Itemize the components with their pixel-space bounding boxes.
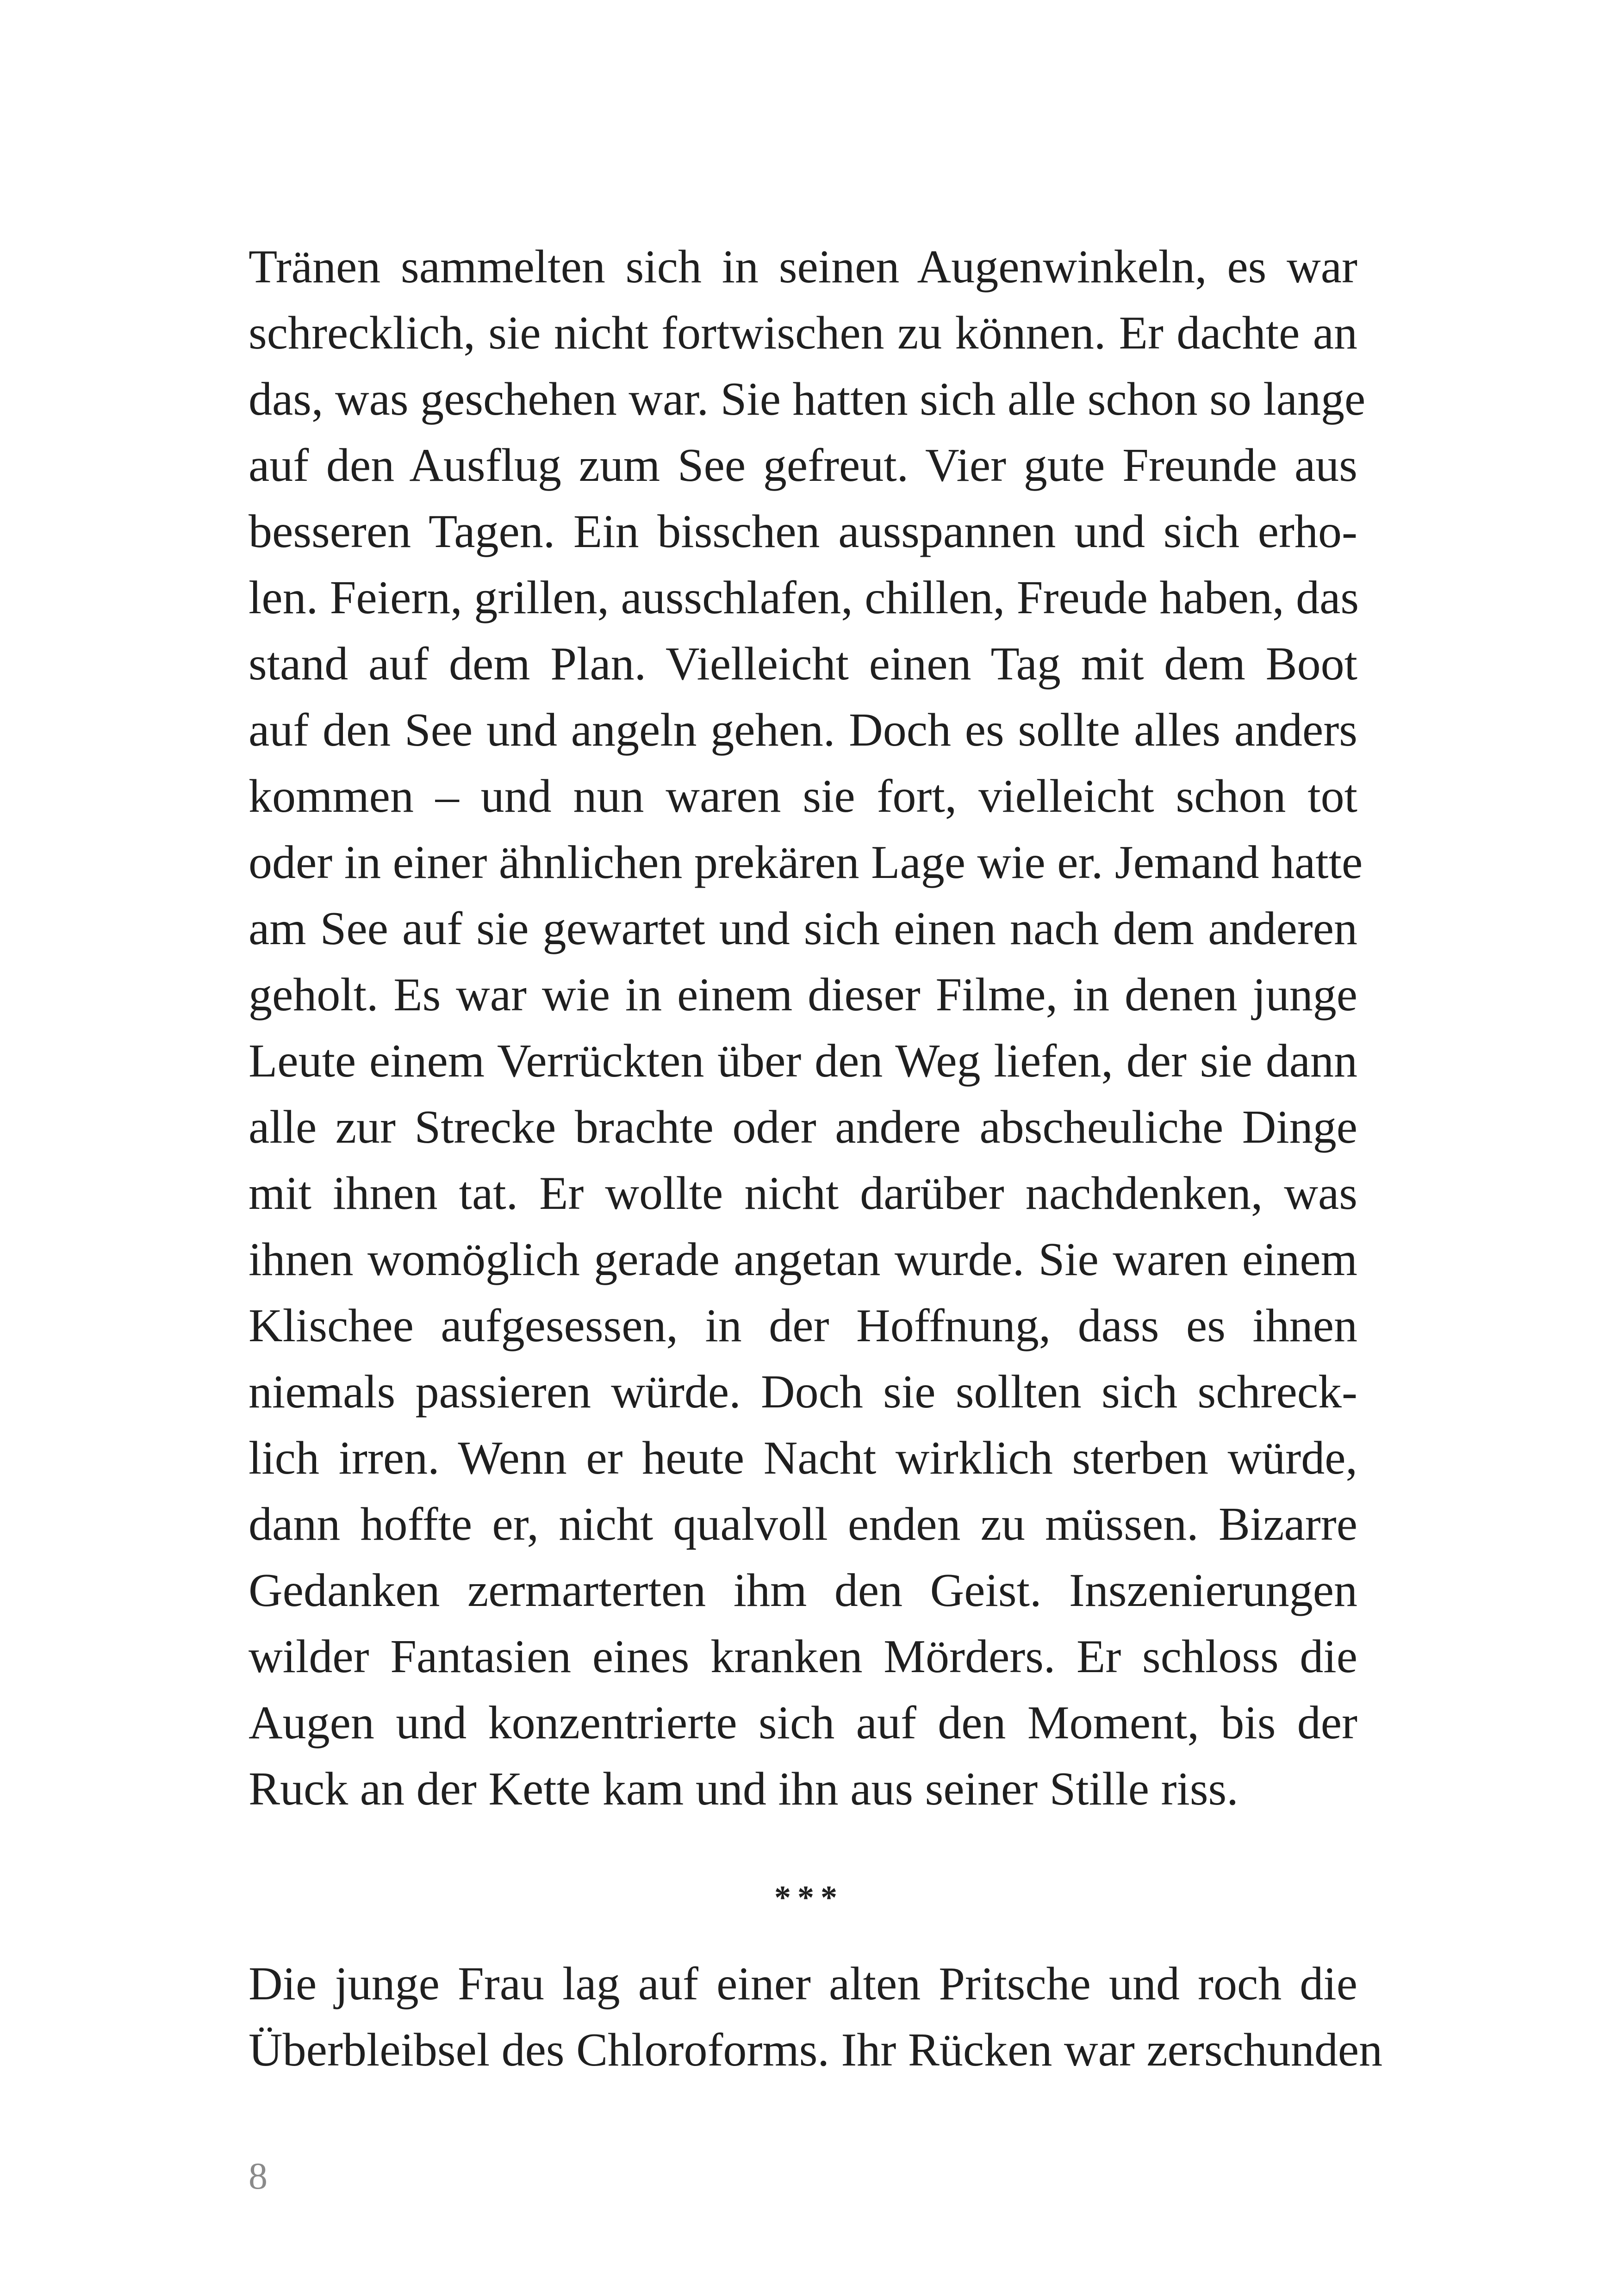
text-line: Die junge Frau lag auf einer alten Pritsche und roch die bbox=[249, 1958, 1357, 2010]
text-line: wilder Fantasien eines kranken Mörders. Er schloss die bbox=[249, 1630, 1357, 1683]
text-line: dann hoffte er, nicht qualvoll enden zu müssen. Bizarre bbox=[249, 1498, 1357, 1550]
text-line: kommen – und nun waren sie fort, vielleicht schon tot bbox=[249, 770, 1357, 822]
text-line: len. Feiern, grillen, ausschlafen, chillen, Freude haben, das bbox=[249, 572, 1359, 624]
page-number: 8 bbox=[249, 2155, 268, 2197]
text-line: besseren Tagen. Ein bisschen ausspannen und sich erho- bbox=[249, 505, 1357, 558]
text-line: lich irren. Wenn er heute Nacht wirklich sterben würde, bbox=[249, 1432, 1357, 1484]
text-line: Augen und konzentrierte sich auf den Moment, bis der bbox=[249, 1697, 1357, 1749]
text-line: Ruck an der Kette kam und ihn aus seiner Stille riss. bbox=[249, 1763, 1238, 1815]
text-line: mit ihnen tat. Er wollte nicht darüber nachdenken, was bbox=[249, 1167, 1357, 1220]
text-line: niemals passieren würde. Doch sie sollten sich schreck- bbox=[249, 1366, 1357, 1418]
text-line: Leute einem Verrückten über den Weg liefen, der sie dann bbox=[249, 1035, 1357, 1087]
text-line: Überbleibsel des Chloroforms. Ihr Rücken war zerschunden bbox=[249, 2024, 1383, 2076]
text-line: oder in einer ähnlichen prekären Lage wie er. Jemand hatte bbox=[249, 836, 1363, 889]
section-separator: *** bbox=[774, 1879, 844, 1916]
text-line: auf den Ausflug zum See gefreut. Vier gute Freunde aus bbox=[249, 439, 1357, 492]
text-line: das, was geschehen war. Sie hatten sich alle schon so lange bbox=[249, 373, 1366, 425]
text-line: schrecklich, sie nicht fortwischen zu können. Er dachte an bbox=[249, 307, 1357, 359]
paragraph-1 bbox=[249, 234, 1366, 1822]
text-line: Klischee aufgesessen, in der Hoffnung, dass es ihnen bbox=[249, 1300, 1357, 1352]
paragraph-2 bbox=[249, 1951, 1383, 2083]
text-line: auf den See und angeln gehen. Doch es sollte alles anders bbox=[249, 704, 1357, 756]
text-line: Gedanken zermarterten ihm den Geist. Inszenierungen bbox=[249, 1564, 1357, 1617]
text-line: Tränen sammelten sich in seinen Augenwinkeln, es war bbox=[249, 241, 1357, 293]
text-line: geholt. Es war wie in einem dieser Filme, in denen junge bbox=[249, 969, 1357, 1021]
text-line: alle zur Strecke brachte oder andere abscheuliche Dinge bbox=[249, 1101, 1357, 1153]
text-line: ihnen womöglich gerade angetan wurde. Sie waren einem bbox=[249, 1233, 1357, 1286]
text-line: am See auf sie gewartet und sich einen nach dem anderen bbox=[249, 902, 1357, 955]
text-line: stand auf dem Plan. Vielleicht einen Tag mit dem Boot bbox=[249, 638, 1357, 690]
